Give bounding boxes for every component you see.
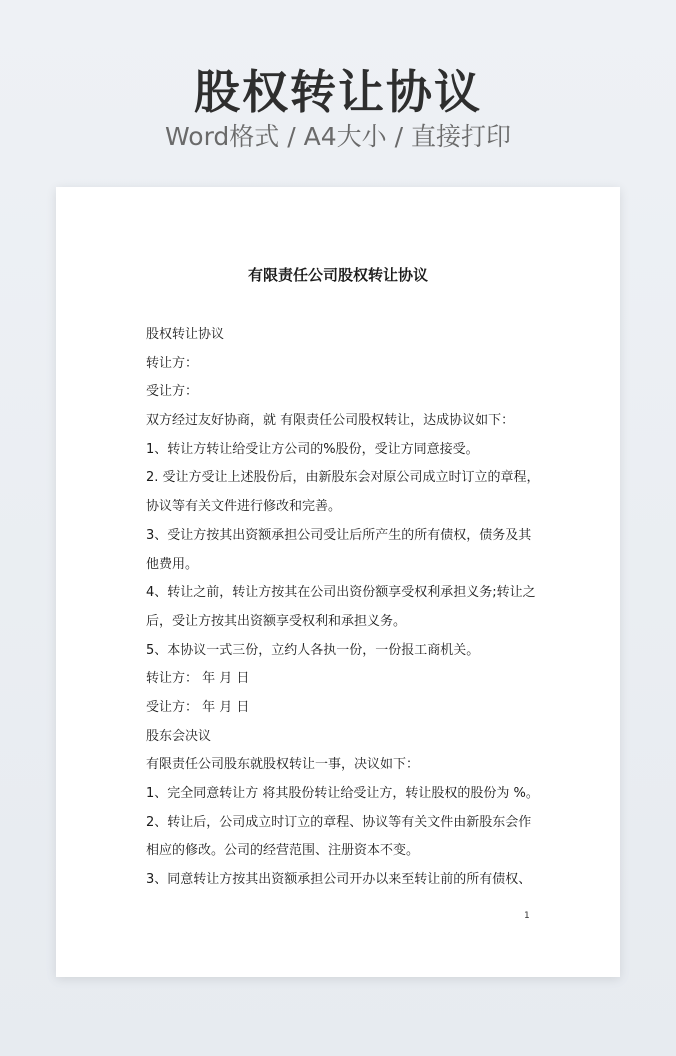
text-line: 他费用。: [146, 556, 199, 572]
text-line: 2、转让后，公司成立时订立的章程、协议等有关文件由新股东会作: [146, 814, 532, 830]
text-line: 3、同意转让方按其出资额承担公司开办以来至转让前的所有债权、: [146, 872, 532, 888]
text-line: 股权转让协议: [146, 327, 225, 342]
document-body: [146, 321, 546, 895]
banner-subtitle: Word格式 / A4大小 / 直接打印: [165, 122, 511, 151]
text-line: 双方经过友好协商，就 有限责任公司股权转让，达成协议如下：: [146, 413, 515, 429]
text-line: 2. 受让方受让上述股份后，由新股东会对原公司成立时订立的章程，: [146, 470, 540, 486]
text-line: 4、转让之前，转让方按其在公司出资份额享受权利承担义务;转让之: [146, 585, 536, 601]
text-line: 1、转让方转让给受让方公司的%股份，受让方同意接受。: [146, 441, 479, 457]
text-line: 相应的修改。公司的经营范围、注册资本不变。: [146, 843, 420, 859]
text-line: 有限责任公司股东就股权转让一事，决议如下：: [146, 757, 420, 773]
text-line: 股东会决议: [146, 728, 212, 744]
text-line: 协议等有关文件进行修改和完善。: [146, 499, 342, 515]
text-line: 受让方：: [146, 384, 199, 400]
text-line: 5、本协议一式三份，立约人各执一份，一份报工商机关。: [146, 642, 480, 658]
document-title: 有限责任公司股权转让协议: [247, 266, 428, 284]
text-line: 1、完全同意转让方 将其股份转让给受让方，转让股权的股份为 %。: [146, 786, 539, 801]
banner-title: 股权转让协议: [194, 65, 482, 119]
text-line: 3、受让方按其出资额承担公司受让后所产生的所有债权，债务及其: [146, 527, 532, 543]
text-line: 受让方： 年 月 日: [146, 699, 250, 715]
document-page: [56, 187, 620, 977]
page-number: 1: [524, 911, 530, 921]
text-line: 转让方： 年 月 日: [146, 671, 250, 687]
text-line: 转让方：: [146, 355, 199, 371]
text-line: 后，受让方按其出资额享受权利和承担义务。: [146, 613, 407, 629]
